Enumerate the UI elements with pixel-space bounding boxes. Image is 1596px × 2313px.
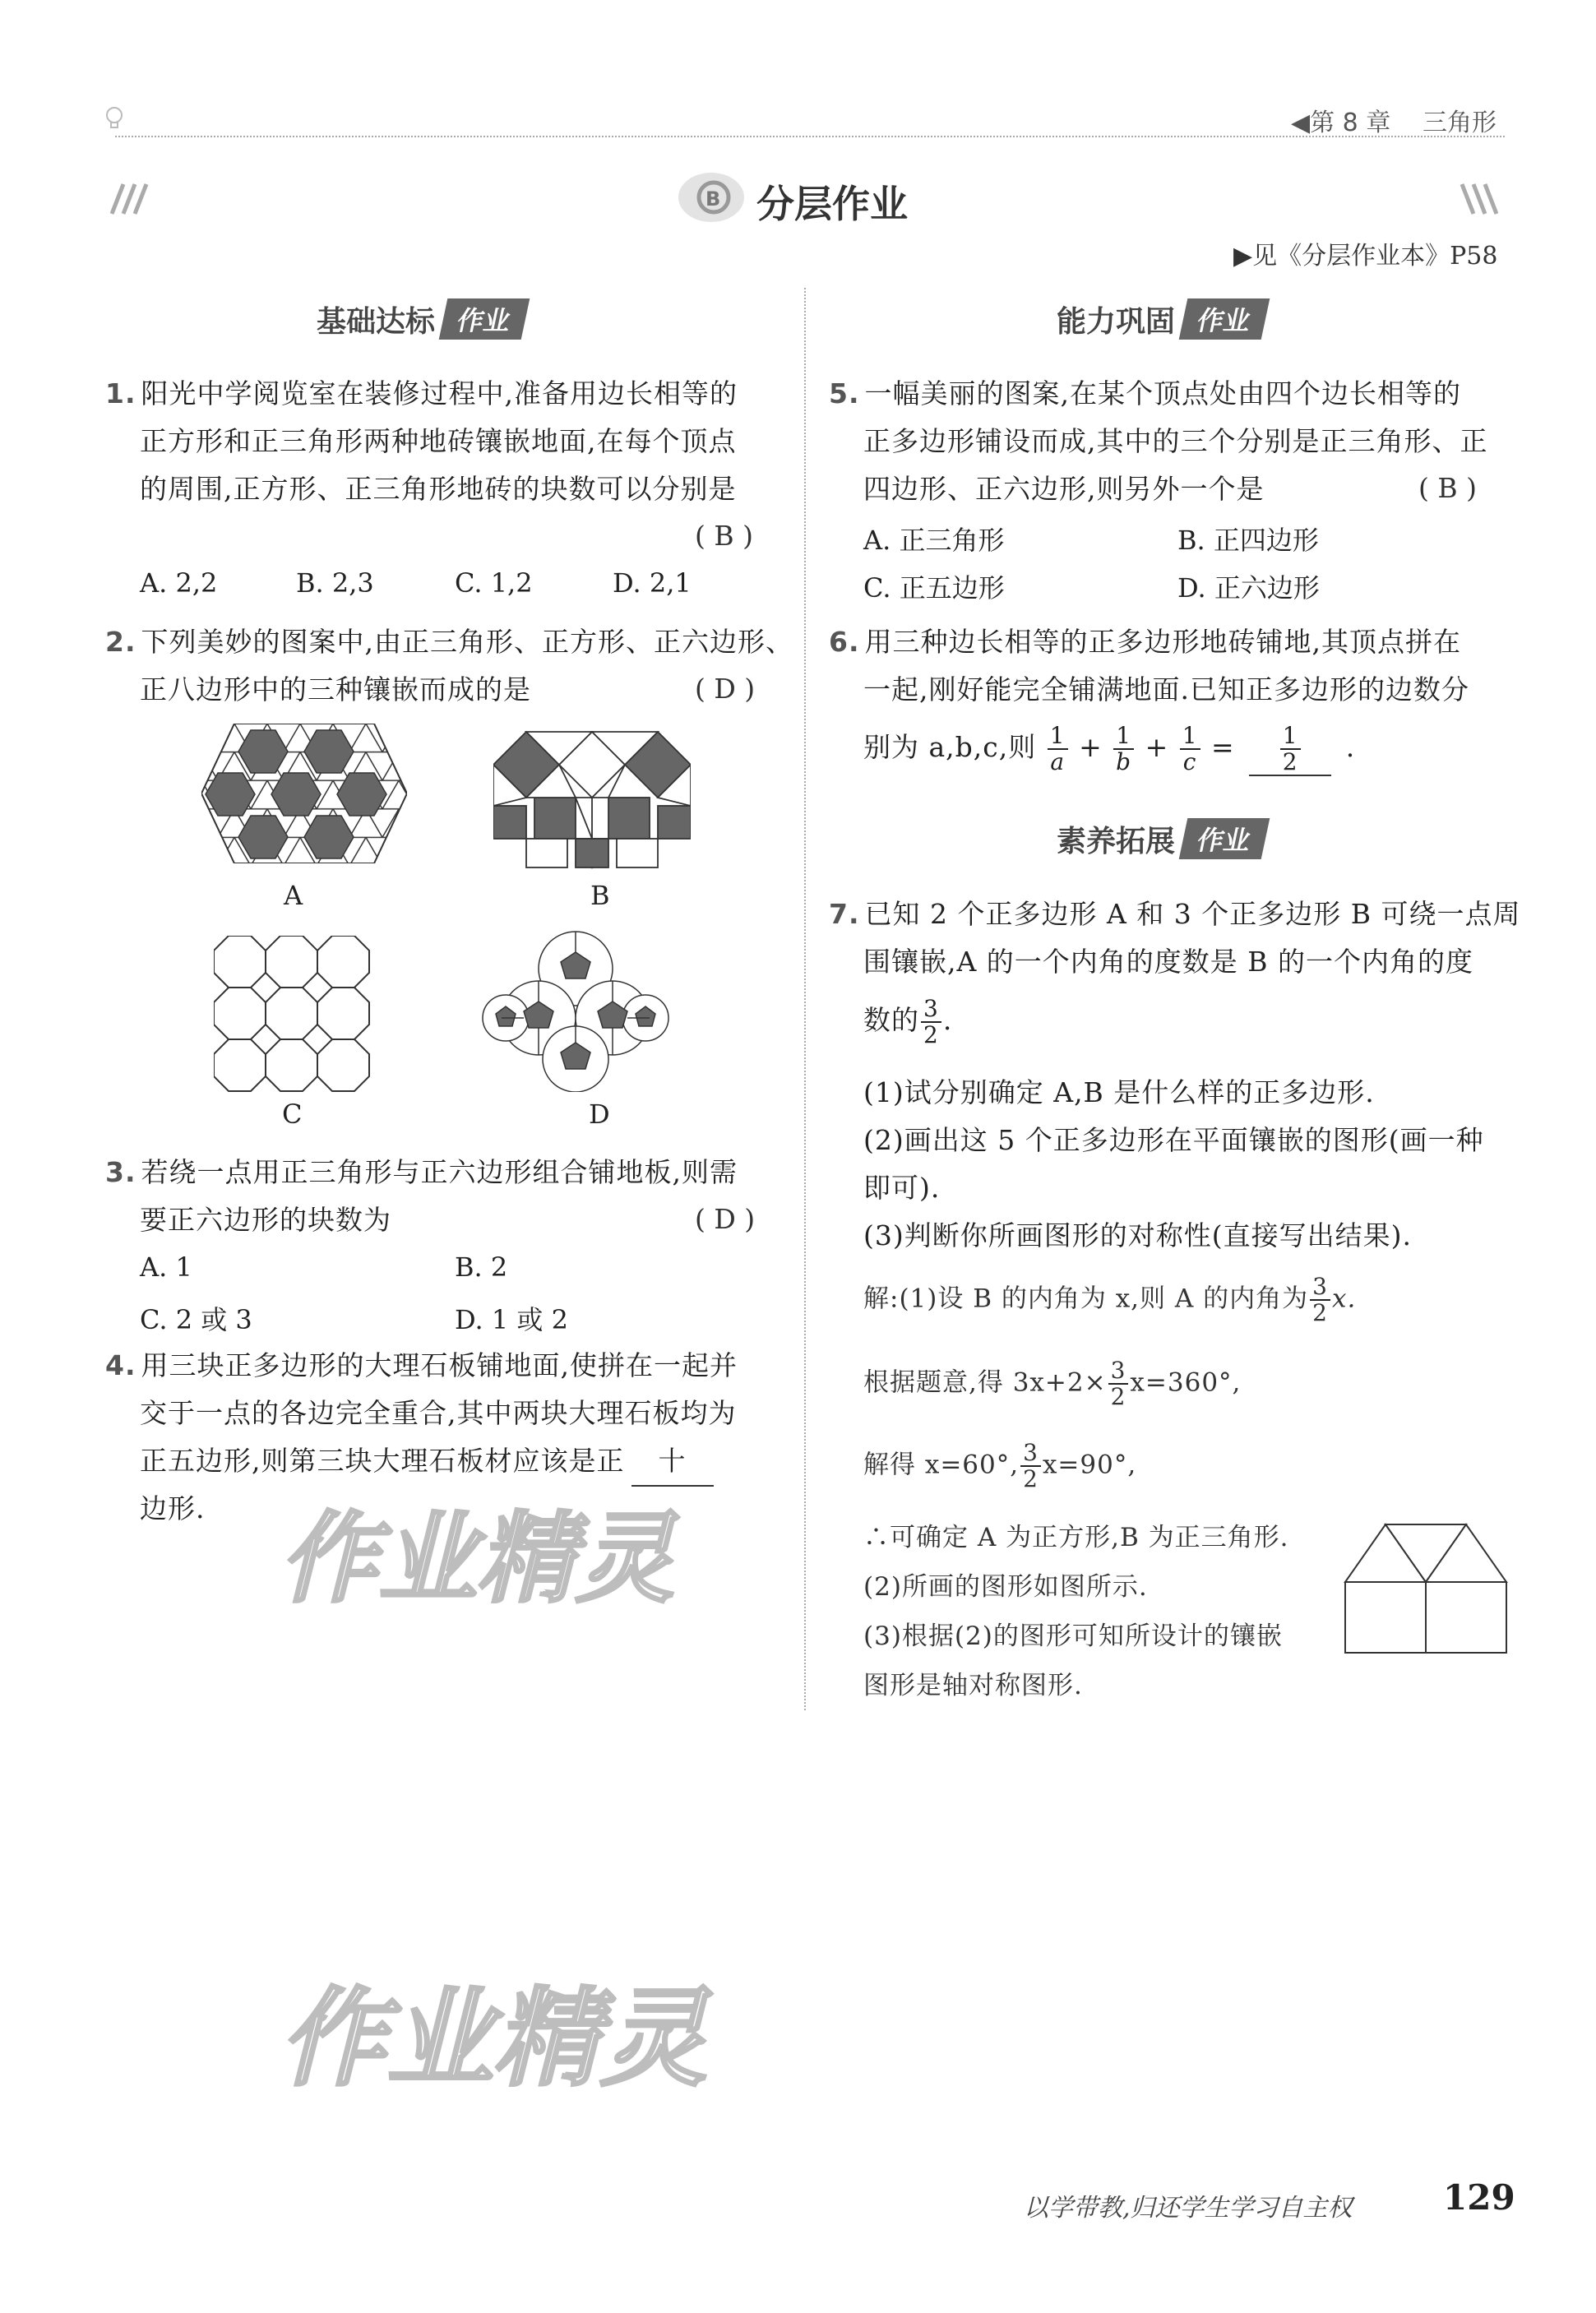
chapter-label: ◀第 8 章	[1291, 109, 1391, 137]
q7-solution-7: 图形是轴对称图形.	[863, 1671, 1083, 1700]
footer-slogan: 以学带教,归还学生学习自主权	[1024, 2194, 1353, 2223]
page-number: 129	[1443, 2177, 1515, 2218]
q7-tiling-figure	[1344, 1523, 1508, 1658]
section-basic	[317, 298, 525, 340]
q7-solution-2: 根据题意,得 3x+2× $\frac{3}{2}$ x=360°,	[863, 1357, 1242, 1410]
q1-line1: 1. 阳光中学阅览室在装修过程中,准备用边长相等的	[105, 377, 738, 409]
q2-answer: ( D )	[695, 673, 756, 705]
q4-line1: 4. 用三块正多边形的大理石板铺地面,使拼在一起并	[105, 1349, 738, 1381]
title-badge-icon	[674, 169, 748, 229]
q7-ratio-frac: $\frac{3}{2}$	[921, 997, 941, 1048]
q6-line3: 别为 a,b,c,则 $\frac{1}{a}$ + $\frac{1}{b}$ + $\frac{1}{c}$ = $\frac{1}{2}$ .	[863, 722, 1356, 775]
page-title: 分层作业	[756, 182, 908, 226]
q5-line2: 正多边形铺设而成,其中的三个分别是正三角形、正	[863, 425, 1488, 457]
q7-s1-frac: $\frac{3}{2}$	[1310, 1274, 1330, 1325]
q3-option-b: B. 2	[455, 1251, 508, 1283]
q5-line3: 四边形、正六边形,则另外一个是	[863, 473, 1265, 505]
q5-option-c: C. 正五边形	[863, 572, 1005, 604]
q7-line2: 围镶嵌,A 的一个内角的度数是 B 的一个内角的度	[863, 946, 1474, 978]
q7-number: 7.	[829, 898, 860, 930]
q3-answer: ( D )	[695, 1203, 756, 1235]
q4-line2: 交于一点的各边完全重合,其中两块大理石板均为	[140, 1397, 737, 1429]
q4-number: 4.	[105, 1349, 136, 1381]
figure-a	[201, 724, 407, 867]
q5-option-b: B. 正四边形	[1177, 525, 1319, 556]
q7-s3-frac: $\frac{3}{2}$	[1020, 1441, 1041, 1492]
section-basic-name: 基础达标	[317, 304, 436, 339]
figure-a-caption: A	[284, 880, 303, 911]
q7-part2b: 即可).	[863, 1172, 941, 1204]
q1-number: 1.	[105, 377, 136, 409]
chapter-title: 三角形	[1423, 109, 1497, 137]
q7-line1: 7. 已知 2 个正多边形 A 和 3 个正多边形 B 可绕一点周	[829, 898, 1521, 930]
title-right-stripes	[1455, 183, 1505, 219]
q7-solution-4: ∴可确定 A 为正方形,B 为正三角形.	[863, 1523, 1289, 1552]
q1-option-c: C. 1,2	[455, 567, 533, 599]
q7-line3: 数的 $\frac{3}{2}$ .	[863, 995, 953, 1048]
section-ability	[1057, 298, 1265, 340]
q5-number: 5.	[829, 377, 860, 409]
q2-number: 2.	[105, 626, 136, 658]
figure-b-caption: B	[590, 880, 610, 911]
q1-option-d: D. 2,1	[613, 567, 692, 599]
q4-line4: 边形.	[140, 1492, 206, 1524]
figure-d	[481, 928, 670, 1095]
q5-answer: ( B )	[1418, 472, 1477, 504]
q1-option-a: A. 2,2	[140, 567, 218, 599]
q4-blank: 十	[631, 1437, 714, 1487]
q2-line1: 2. 下列美妙的图案中,由正三角形、正方形、正六边形、	[105, 626, 793, 658]
section-literacy-name: 素养拓展	[1057, 824, 1176, 858]
q5-option-a: A. 正三角形	[863, 525, 1005, 556]
q2-line2: 正八边形中的三种镶嵌而成的是	[140, 673, 531, 705]
figure-b	[493, 715, 691, 875]
q6-frac-b: $\frac{1}{b}$	[1113, 724, 1134, 775]
q3-option-a: A. 1	[140, 1251, 192, 1283]
q1-line2: 正方形和正三角形两种地砖镶嵌地面,在每个顶点	[140, 425, 737, 457]
section-literacy-tag: 作业	[1179, 818, 1270, 859]
q6-number: 6.	[829, 626, 860, 658]
q7-solution-1: 解:(1)设 B 的内角为 x,则 A 的内角为 $\frac{3}{2}$ x.	[863, 1273, 1357, 1326]
section-ability-name: 能力巩固	[1057, 304, 1176, 339]
column-divider	[804, 288, 806, 1710]
title-left-stripes	[105, 183, 155, 219]
q6-frac-a: $\frac{1}{a}$	[1048, 724, 1068, 775]
section-literacy	[1057, 818, 1265, 859]
q3-line2: 要正六边形的块数为	[140, 1204, 391, 1236]
q1-line3: 的周围,正方形、正三角形地砖的块数可以分别是	[140, 473, 737, 505]
section-basic-tag: 作业	[439, 298, 530, 340]
q3-option-d: D. 1 或 2	[455, 1304, 568, 1335]
bulb-icon	[104, 105, 125, 130]
reference-note: ▶见《分层作业本》P58	[1233, 242, 1498, 271]
q6-answer-frac: $\frac{1}{2}$	[1280, 724, 1301, 775]
figure-d-caption: D	[589, 1099, 610, 1130]
q7-part3: (3)判断你所画图形的对称性(直接写出结果).	[863, 1219, 1412, 1251]
q7-solution-3: 解得 x=60°, $\frac{3}{2}$ x=90°,	[863, 1439, 1137, 1492]
watermark-1: 作业精灵	[280, 1502, 674, 1617]
q7-solution-5: (2)所画的图形如图所示.	[863, 1572, 1148, 1602]
q7-s2-frac: $\frac{3}{2}$	[1108, 1358, 1129, 1409]
figure-c	[214, 936, 370, 1095]
q7-part2a: (2)画出这 5 个正多边形在平面镶嵌的图形(画一种	[863, 1124, 1484, 1156]
q5-line1: 5. 一幅美丽的图案,在某个顶点处由四个边长相等的	[829, 377, 1461, 409]
q5-option-d: D. 正六边形	[1177, 572, 1320, 604]
svg-text:B: B	[705, 187, 721, 210]
section-ability-tag: 作业	[1179, 298, 1270, 340]
q3-option-c: C. 2 或 3	[140, 1304, 252, 1335]
watermark-2: 作业精灵	[280, 1976, 708, 2101]
q3-line1: 3. 若绕一点用正三角形与正六边形组合铺地板,则需	[105, 1156, 738, 1188]
q6-frac-c: $\frac{1}{c}$	[1180, 724, 1200, 775]
q4-line3: 正五边形,则第三块大理石板材应该是正 十	[140, 1437, 714, 1487]
q3-number: 3.	[105, 1156, 136, 1188]
q7-part1: (1)试分别确定 A,B 是什么样的正多边形.	[863, 1076, 1375, 1108]
q7-solution-6: (3)根据(2)的图形可知所设计的镶嵌	[863, 1621, 1283, 1651]
q6-blank	[1249, 724, 1331, 776]
q6-line1: 6. 用三种边长相等的正多边形地砖铺地,其顶点拼在	[829, 626, 1461, 658]
q6-line2: 一起,刚好能完全铺满地面.已知正多边形的边数分	[863, 673, 1469, 705]
figure-c-caption: C	[282, 1099, 303, 1130]
q1-answer: ( B )	[695, 520, 753, 552]
q1-option-b: B. 2,3	[296, 567, 374, 599]
